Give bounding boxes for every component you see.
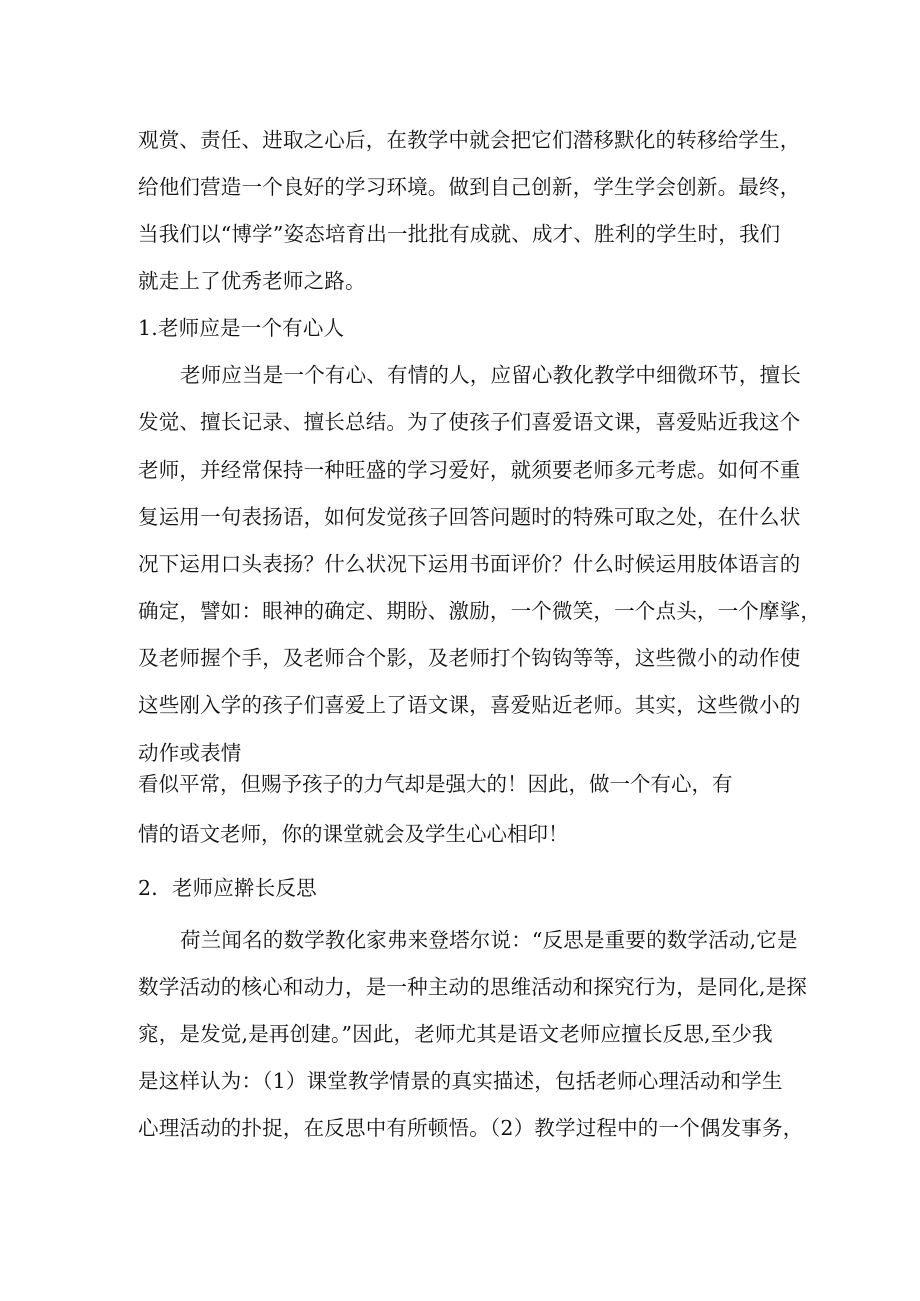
- intro-line-3: 当我们以“博学”姿态培育出一批批有成就、成才、胜利的学生时，我们: [138, 222, 781, 246]
- section1-heading: 1.老师应是一个有心人: [138, 316, 345, 340]
- section1-line-1: 老师应当是一个有心、有情的人，应留心教化教学中细微环节，擅长: [180, 363, 801, 387]
- section1-line-7: 及老师握个手，及老师合个影，及老师打个钩钩等等，这些微小的动作使: [138, 646, 801, 670]
- section2-line-4: 是这样认为：（1）课堂教学情景的真实描述，包括老师心理活动和学生: [138, 1069, 783, 1093]
- section1-line-9: 动作或表情: [138, 741, 242, 765]
- intro-line-4: 就走上了优秀老师之路。: [138, 269, 366, 293]
- section1-line-2: 发觉、擅长记录、擅长总结。为了使孩子们喜爱语文课，喜爱贴近我这个: [138, 410, 801, 434]
- section1-line-5: 况下运用口头表扬？什么状况下运用书面评价？什么时候运用肢体语言的: [138, 552, 801, 576]
- section1-line-3: 老师，并经常保持一种旺盛的学习爱好，就须要老师多元考虑。如何不重: [138, 458, 801, 482]
- intro-line-1: 观赏、责任、进取之心后，在教学中就会把它们潜移默化的转移给学生，: [138, 128, 801, 152]
- section1-line-11: 情的语文老师，你的课堂就会及学生心心相印！: [138, 822, 569, 846]
- section2-line-5: 心理活动的扑捉，在反思中有所顿悟。（2）教学过程中的一个偶发事务，: [138, 1116, 804, 1140]
- section2-line-2: 数学活动的核心和动力，是一种主动的思维活动和探究行为，是同化,是探: [138, 975, 808, 999]
- section2-line-3: 窕，是发觉,是再创建。”因此，老师尤其是语文老师应擅长反思,至少我: [138, 1022, 773, 1046]
- intro-line-2: 给他们营造一个良好的学习环境。做到自己创新，学生学会创新。最终，: [138, 175, 801, 199]
- section1-line-4: 复运用一句表扬语，如何发觉孩子回答问题时的特殊可取之处，在什么状: [138, 505, 801, 529]
- section2-line-1: 荷兰闻名的数学教化家弗来登塔尔说：“反思是重要的数学活动,它是: [180, 928, 798, 952]
- section1-line-8: 这些刚入学的孩子们喜爱上了语文课，喜爱贴近老师。其实，这些微小的: [138, 693, 801, 717]
- section1-line-10: 看似平常，但赐予孩子的力气却是强大的！因此，做一个有心，有: [138, 772, 733, 796]
- section2-heading: 2．老师应擀长反思: [138, 876, 317, 900]
- section1-line-6: 确定，譬如：眼神的确定、期盼、激励，一个微笑，一个点头，一个摩挲，: [138, 599, 822, 623]
